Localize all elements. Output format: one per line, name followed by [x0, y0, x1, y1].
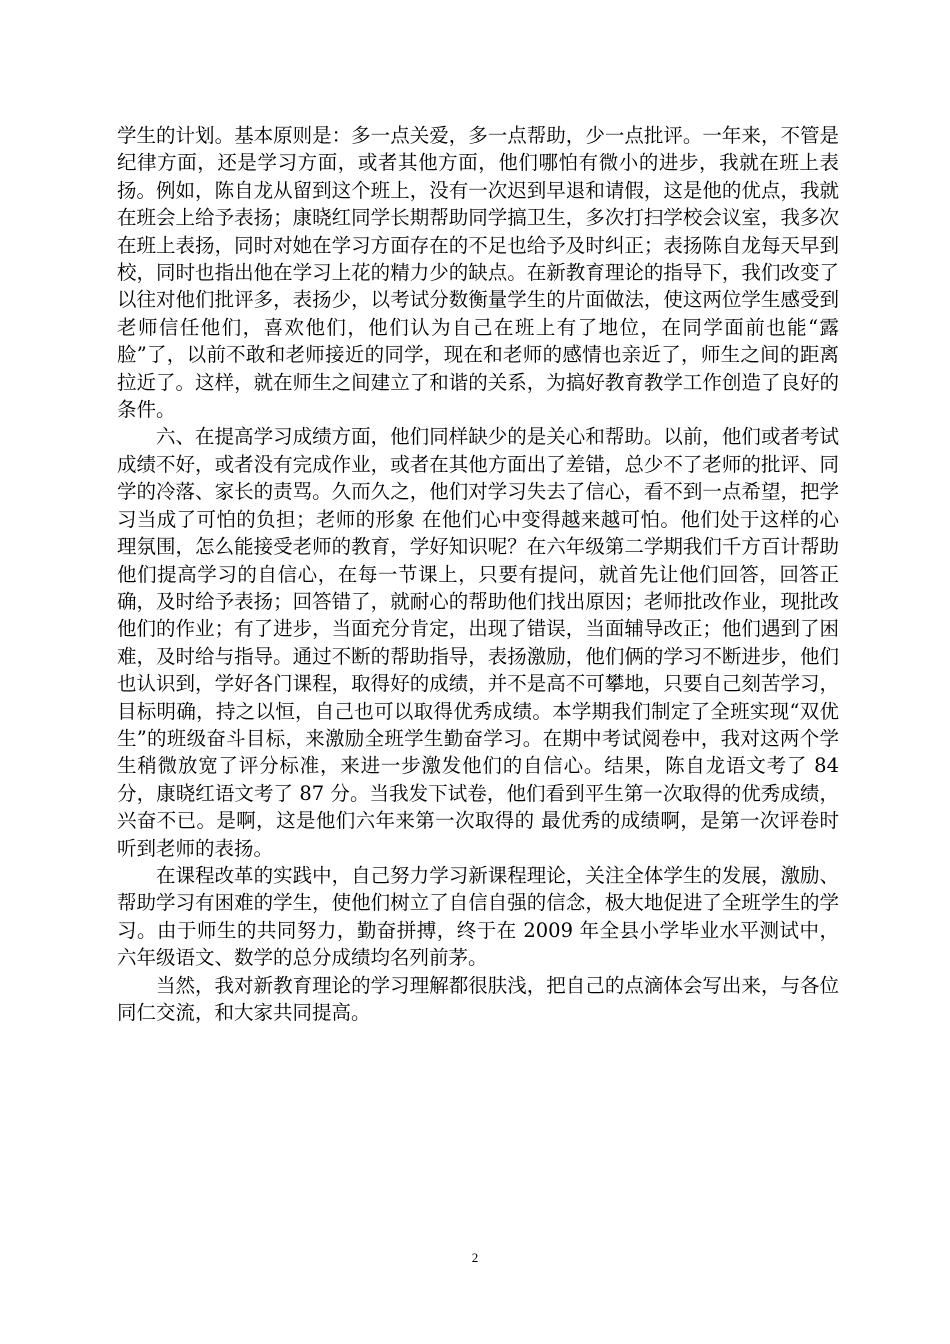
paragraph-curriculum-reform: 在课程改革的实践中，自己努力学习新课程理论，关注全体学生的发展，激励、帮助学习有困难的学生，使他们树立了自信自强的信念，极大地促进了全班学生的学习。由于师生的共同努力，勤奋拼搏，终于在 2009 年全县小学毕业水平测试中，六年级语文、数学的总分成绩均名列前茅。: [117, 863, 839, 970]
paragraph-continuation: 学生的计划。基本原则是：多一点关爱，多一点帮助，少一点批评。一年来，不管是纪律方面，还是学习方面，或者其他方面，他们哪怕有微小的进步，我就在班上表扬。例如，陈自龙从留到这个班上，没有一次迟到早退和请假，这是他的优点，我就在班会上给予表扬；康晓红同学长期帮助同学搞卫生，多次打扫学校会议室，我多次在班上表扬，同时对她在学习方面存在的不足也给予及时纠正；表扬陈自龙每天早到校，同时也指出他在学习上花的精力少的缺点。在新教育理论的指导下，我们改变了以往对他们批评多，表扬少，以考试分数衡量学生的片面做法，使这两位学生感受到老师信任他们，喜欢他们，他们认为自己在班上有了地位，在同学面前也能“露脸”了，以前不敢和老师接近的同学，现在和老师的感情也亲近了，师生之间的距离拉近了。这样，就在师生之间建立了和谐的关系，为搞好教育教学工作创造了良好的条件。: [117, 124, 839, 422]
page-number: 2: [471, 1250, 479, 1265]
document-body: [117, 122, 839, 1026]
paragraph-section-six: 六、在提高学习成绩方面，他们同样缺少的是关心和帮助。以前，他们或者考试成绩不好，或者没有完成作业，或者在其他方面出了差错，总少不了老师的批评、同学的冷落、家长的责骂。久而久之，他们对学习失去了信心，看不到一点希望，把学习当成了可怕的负担；老师的形象 在他们心中变得越来越可怕。他们处于这样的心理氛围，怎么能接受老师的教育，学好知识呢？在六年级第二学期我们千方百计帮助他们提高学习的自信心，在每一节课上，只要有提问，就首先让他们回答，回答正确，及时给予表扬；回答错了，就耐心的帮助他们找出原因；老师批改作业，现批改他们的作业；有了进步，当面充分肯定，出现了错误，当面辅导改正；他们遇到了困难，及时给与指导。通过不断的帮助指导，表扬激励，他们俩的学习不断进步，他们也认识到，学好各门课程，取得好的成绩，并不是高不可攀地，只要自己刻苦学习，目标明确，持之以恒，自己也可以取得优秀成绩。本学期我们制定了全班实现“双优生”的班级奋斗目标，来激励全班学生勤奋学习。在期中考试阅卷中，我对这两个学生稍微放宽了评分标准，来进一步激发他们的自信心。结果，陈自龙语文考了 84 分，康晓红语文考了 87 分。当我发下试卷，他们看到平生第一次取得的优秀成绩，兴奋不已。是啊，这是他们六年来第一次取得的 最优秀的成绩啊，是第一次评卷时听到老师的表扬。: [117, 425, 839, 860]
paragraph-conclusion: 当然，我对新教育理论的学习理解都很肤浅，把自己的点滴体会写出来，与各位同仁交流，和大家共同提高。: [117, 973, 839, 1024]
